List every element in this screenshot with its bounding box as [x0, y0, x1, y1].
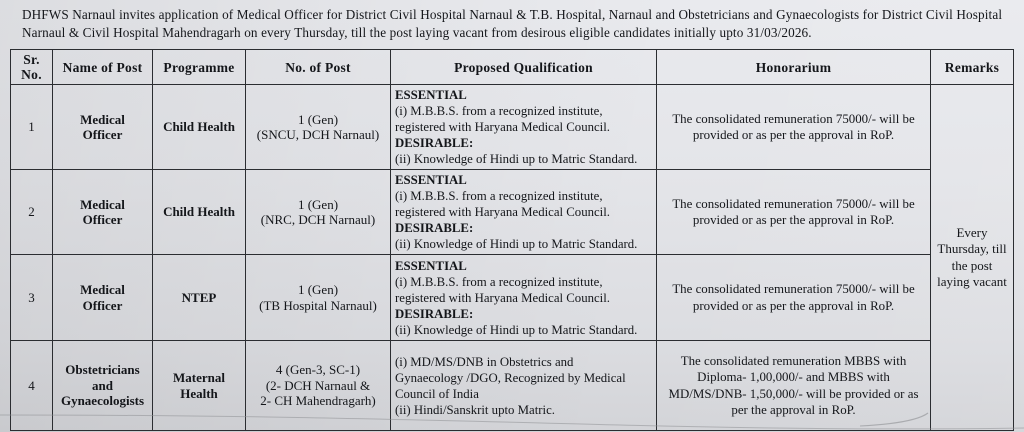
cell-programme: NTEP	[153, 255, 246, 341]
table-row	[11, 255, 1014, 341]
no-of-post-line-3: 2- CH Mahendragarh)	[260, 393, 376, 409]
no-of-post-line-1: 1 (Gen)	[297, 282, 339, 297]
qualification-essential-line-2: registered with Haryana Medical Council.	[395, 290, 610, 305]
table-row	[11, 341, 1014, 431]
table-row	[11, 85, 1014, 170]
programme-line-1: Maternal	[173, 370, 225, 385]
cell-programme	[153, 341, 246, 431]
column-header-proposed-qualification: Proposed Qualification	[391, 50, 657, 85]
cell-name-of-post	[53, 341, 153, 431]
table-header-row	[11, 50, 1014, 85]
cell-programme: Child Health	[153, 85, 246, 170]
honorarium-line-2: provided or as per the approval in RoP.	[692, 128, 895, 142]
cell-honorarium	[657, 341, 931, 431]
qualification-item-1-line-3: Council of India	[395, 386, 479, 401]
post-name-line-2: Officer	[82, 127, 123, 142]
qualification-essential-label: ESSENTIAL	[395, 173, 467, 187]
table-row	[11, 170, 1014, 255]
honorarium-line-2: Diploma- 1,00,000/- and MBBS with	[697, 370, 890, 384]
post-name-line-1: Medical	[80, 282, 125, 297]
post-name-line-3: Gynaecologists	[60, 393, 145, 409]
no-of-post-line-2: (SNCU, DCH Narnaul)	[256, 127, 380, 142]
post-name-line-1: Medical	[80, 111, 125, 127]
cell-sr-no: 4	[11, 341, 53, 431]
honorarium-line-2: provided or as per the approval in RoP.	[692, 298, 895, 313]
no-of-post-line-2: (TB Hospital Narnaul)	[259, 297, 377, 313]
cell-programme: Child Health	[153, 170, 246, 255]
cell-honorarium	[657, 85, 931, 170]
honorarium-line-2: provided or as per the approval in RoP.	[692, 213, 895, 227]
no-of-post-line-2: (2- DCH Narnaul &	[265, 377, 371, 393]
cell-name-of-post	[53, 85, 153, 170]
notice-intro-paragraph	[22, 6, 1010, 41]
qualification-desirable-item: (ii) Knowledge of Hindi up to Matric Standard.	[395, 237, 638, 251]
qualification-desirable-label: DESIRABLE:	[395, 306, 474, 321]
column-header-sr-no-line-2: No.	[21, 67, 42, 82]
qualification-item-1-line-2: Gynaecology /DGO, Recognized by Medical	[395, 370, 626, 385]
qualification-desirable-item: (ii) Knowledge of Hindi up to Matric Standard.	[395, 322, 638, 337]
cell-remarks-merged: Every Thursday, till the post laying vacant	[931, 85, 1014, 431]
qualification-item-2: (ii) Hindi/Sanskrit upto Matric.	[395, 402, 555, 417]
cell-no-of-post	[246, 85, 391, 170]
cell-proposed-qualification	[391, 341, 657, 431]
vacancy-table-container	[10, 49, 1013, 431]
qualification-essential-line-2: registered with Haryana Medical Council.	[395, 120, 610, 134]
qualification-essential-label: ESSENTIAL	[395, 258, 467, 273]
qualification-item-1-line-1: (i) MD/MS/DNB in Obstetrics and	[395, 354, 574, 369]
column-header-honorarium: Honorarium	[657, 50, 931, 85]
cell-proposed-qualification	[391, 170, 657, 255]
post-name-line-1: Obstetricians	[65, 362, 140, 378]
post-name-line-2: Officer	[82, 212, 123, 227]
table-header	[11, 50, 1014, 85]
qualification-desirable-label: DESIRABLE:	[395, 136, 474, 150]
column-header-sr-no	[11, 50, 53, 85]
column-header-remarks: Remarks	[931, 50, 1014, 85]
vacancy-table	[10, 49, 1014, 431]
honorarium-line-1: The consolidated remuneration MBBS with	[680, 353, 907, 368]
qualification-desirable-item: (ii) Knowledge of Hindi up to Matric Standard.	[395, 152, 638, 166]
notice-intro-line-1: DHFWS Narnaul invites application of Medical Officer for District Civil Hospital Narnaul & T.B. Hospital, Narnaul and Obstetricians and Gynaecologists for District Civil Hospital	[22, 7, 1003, 22]
column-header-sr-no-line-1: Sr.	[23, 52, 40, 67]
honorarium-line-4: as per the approval in RoP.	[731, 386, 919, 417]
column-header-no-of-post: No. of Post	[246, 50, 391, 85]
honorarium-line-1: The consolidated remuneration 75000/- will be	[672, 282, 915, 296]
cell-sr-no: 1	[11, 85, 53, 170]
no-of-post-line-1: 1 (Gen)	[297, 111, 339, 127]
qualification-essential-line-1: (i) M.B.B.S. from a recognized institute,	[395, 104, 603, 118]
cell-no-of-post	[246, 341, 391, 431]
cell-honorarium	[657, 170, 931, 255]
cell-proposed-qualification	[391, 85, 657, 170]
qualification-essential-line-1: (i) M.B.B.S. from a recognized institute,	[395, 274, 603, 289]
no-of-post-line-1: 4 (Gen-3, SC-1)	[275, 362, 361, 378]
table-body	[11, 85, 1014, 431]
honorarium-line-1: The consolidated remuneration 75000/- will be	[672, 111, 915, 126]
cell-sr-no: 2	[11, 170, 53, 255]
cell-no-of-post	[246, 170, 391, 255]
programme-line-2: Health	[180, 385, 218, 401]
column-header-programme: Programme	[153, 50, 246, 85]
honorarium-line-3: MD/MS/DNB- 1,50,000/- will be provided or	[668, 386, 905, 401]
no-of-post-line-2: (NRC, DCH Narnaul)	[260, 212, 376, 227]
post-name-line-2: and	[92, 377, 113, 393]
cell-sr-no: 3	[11, 255, 53, 341]
qualification-essential-line-1: (i) M.B.B.S. from a recognized institute,	[395, 189, 603, 203]
cell-name-of-post	[53, 255, 153, 341]
cell-name-of-post	[53, 170, 153, 255]
post-name-line-1: Medical	[80, 196, 125, 212]
cell-honorarium	[657, 255, 931, 341]
qualification-essential-line-2: registered with Haryana Medical Council.	[395, 205, 610, 219]
qualification-desirable-label: DESIRABLE:	[395, 221, 474, 235]
no-of-post-line-1: 1 (Gen)	[297, 196, 339, 212]
cell-proposed-qualification	[391, 255, 657, 341]
column-header-name-of-post: Name of Post	[53, 50, 153, 85]
notice-intro-line-2: Narnaul & Civil Hospital Mahendragarh on every Thursday, till the post laying vacant from desirous eligible candidates initially upto 31/03/2026.	[22, 24, 812, 40]
cell-no-of-post	[246, 255, 391, 341]
qualification-essential-label: ESSENTIAL	[395, 88, 467, 102]
honorarium-line-1: The consolidated remuneration 75000/- will be	[672, 196, 915, 211]
post-name-line-2: Officer	[82, 297, 123, 313]
